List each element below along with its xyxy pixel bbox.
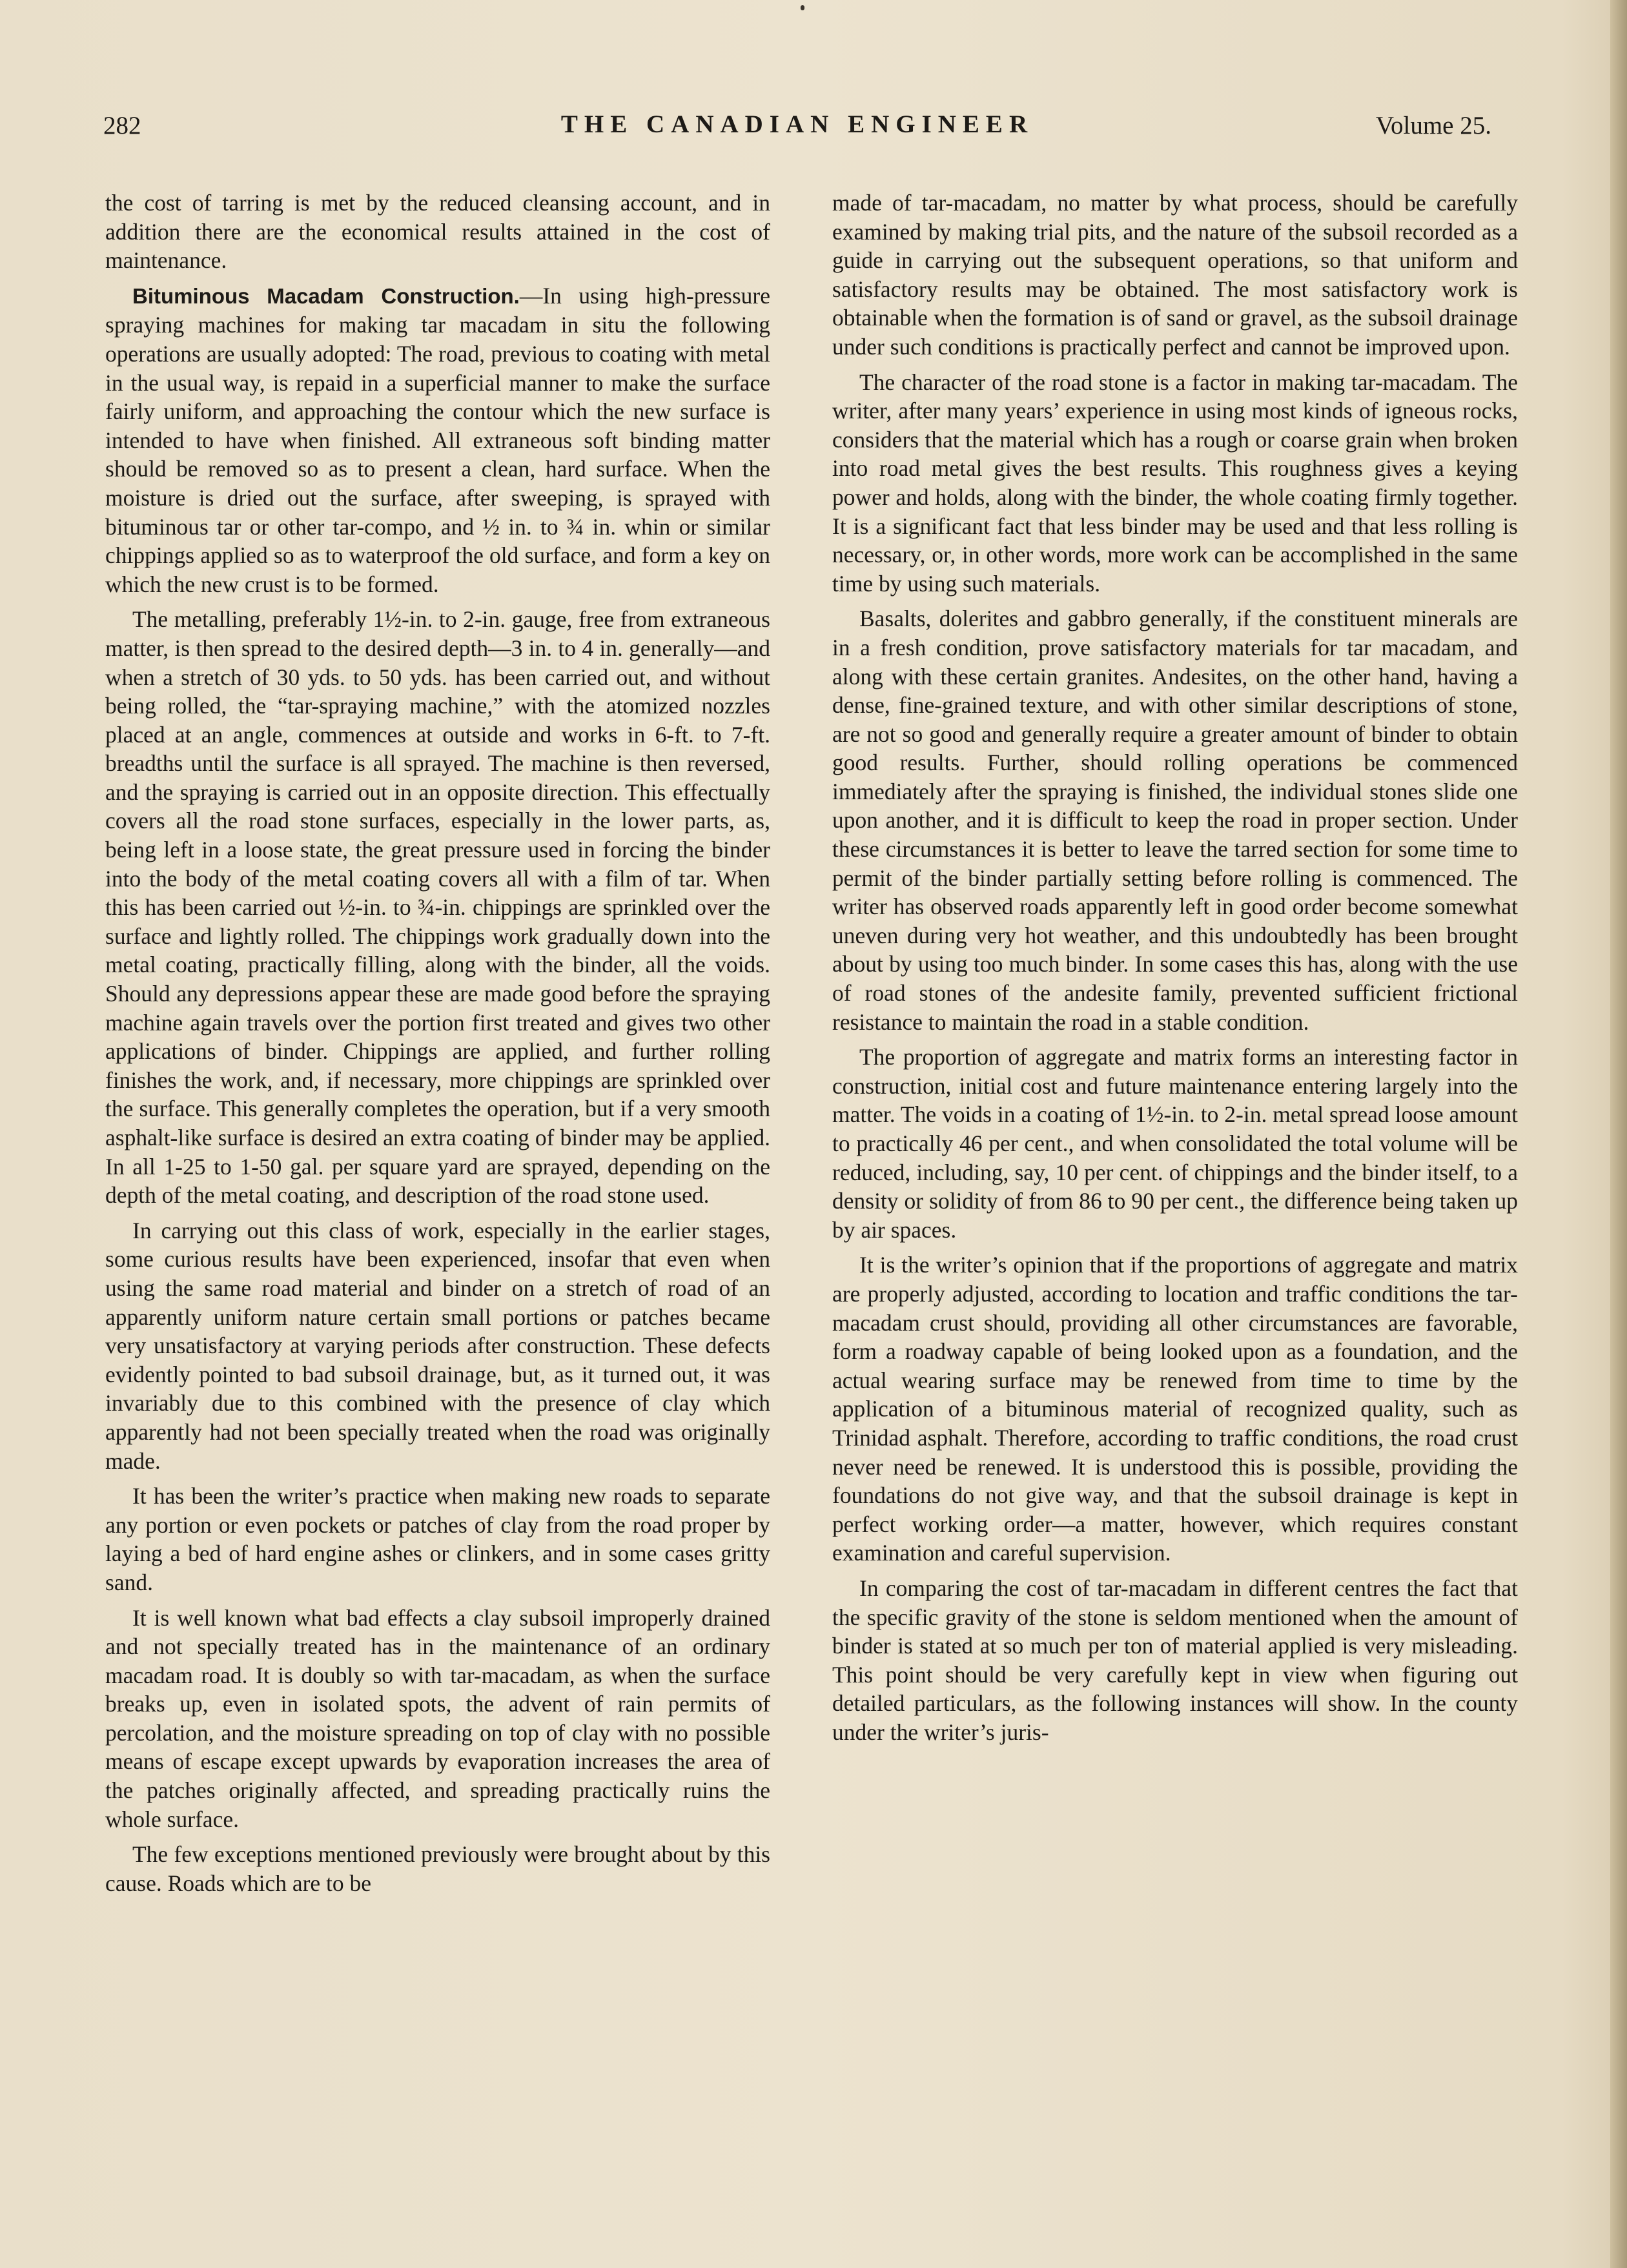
paragraph-text: —In using high-pressure spraying machines for making tar macadam in situ the following operations are usually adopted: The road, previous to coating with metal in the usual way, is repaid in a superficial manner to make the surface fairly uniform, and approaching the contour which the new surface is intended to have when finished. All extraneous soft binding matter should be removed so as to present a clean, hard surface. When the moisture is dried out the surface, after sweeping, is sprayed with bituminous tar or other tar-compo, and ½ in. to ¾ in. whin or similar chippings applied so as to waterproof the old surface, and form a key on which the new crust is to be formed. <box>105 282 770 597</box>
printing-speck <box>801 5 804 10</box>
paragraph: In comparing the cost of tar-macadam in different centres the fact that the specific gravity of the stone is seldom mentioned when the amount of binder is stated at so much per ton of material applied is very misleading. This point should be very carefully kept in view when figuring out detailed particulars, as the following instances will show. In the county under the writer’s juris- <box>832 1575 1518 1745</box>
paragraph: made of tar-macadam, no matter by what process, should be carefully examined by making trial pits, and the nature of the subsoil recorded as a guide in carrying out the subsequent operations, so that uniform and satisfactory results may be obtained. The most satisfactory work is obtainable when the formation is of sand or gravel, as the subsoil drainage under such conditions is practically perfect and cannot be improved upon. <box>832 190 1518 360</box>
section-heading: Bituminous Macadam Construction. <box>132 283 520 308</box>
paragraph: The proportion of aggregate and matrix forms an interesting factor in construction, initial cost and future maintenance entering largely into the matter. The voids in a coating of 1½-in. to 2-in. metal spread loose amount to practically 46 per cent., and when consolidated the total volume will be reduced, including, say, 10 per cent. of chippings and the binder itself, to a density or solidity of from 86 to 90 per cent., the difference being taken up by air spaces. <box>832 1044 1518 1243</box>
left-column <box>105 189 770 1904</box>
paragraph: the cost of tarring is met by the reduced cleansing account, and in addition there are the economical results attained in the cost of maintenance. <box>105 190 770 274</box>
paragraph: Basalts, dolerites and gabbro generally, if the constituent minerals are in a fresh condition, prove satisfactory materials for tar macadam, and along with these certain granites. Andesites, on the other hand, having a dense, fine-grained texture, and with other similar descriptions of stone, are not so good and generally require a greater amount of binder to obtain good results. Further, should rolling operations be commenced immediately after the spraying is finished, the individual stones slide one upon another, and it is difficult to keep the road in proper section. Under these circumstances it is better to leave the tarred section for some time to permit of the binder partially setting before rolling is commenced. The writer has observed roads apparently left in good order become somewhat uneven during very hot weather, and this undoubtedly has been brought about by using too much binder. In some cases this has, along with the use of road stones of the andesite family, prevented sufficient frictional resistance to maintain the road in a stable condition. <box>832 606 1518 1035</box>
volume-label: Volume 25. <box>1375 112 1491 139</box>
paragraph: It is well known what bad effects a clay subsoil improperly drained and not specially treated has in the maintenance of an ordinary macadam road. It is doubly so with tar-macadam, as when the surface breaks up, even in isolated spots, the advent of rain permits of percolation, and the moisture spreading on top of clay with no possible means of escape except upwards by evaporation increases the area of the patches originally affected, and spreading practically ruins the whole surface. <box>105 1604 770 1832</box>
paragraph: The character of the road stone is a factor in making tar-macadam. The writer, after many years’ experience in using most kinds of igneous rocks, considers that the material which has a rough or coarse grain when broken into road metal gives the best results. This roughness gives a keying power and holds, along with the binder, the whole coating firmly together. It is a significant fact that less binder may be used and that less rolling is necessary, or, in other words, more work can be accomplished in the same time by using such materials. <box>832 369 1518 597</box>
page-number: 282 <box>103 112 141 139</box>
paragraph: In carrying out this class of work, especially in the earlier stages, some curious results have been experienced, insofar that even when using the same road material and binder on a stretch of road of an apparently uniform nature certain small portions or patches became very unsatisfactory at varying periods after construction. These defects evidently pointed to bad subsoil drainage, but, as it turned out, it was invariably due to this combined with the presence of clay which apparently had not been specially treated when the road was originally made. <box>105 1217 770 1474</box>
right-column <box>832 189 1518 1753</box>
running-header <box>103 111 1491 150</box>
page-edge <box>1610 0 1627 2268</box>
paragraph <box>105 281 770 599</box>
paragraph: The metalling, preferably 1½-in. to 2-in. gauge, free from extraneous matter, is then spread to the desired depth—3 in. to 4 in. generally—and when a stretch of 30 yds. to 50 yds. has been carried out, and without being rolled, the “tar-spraying machine,” with the atomized nozzles placed at an angle, commences at outside and works in 6-ft. to 7-ft. breadths until the surface is all sprayed. The machine is then reversed, and the spraying is carried out in an opposite direction. This effectually covers all the road stone surfaces, especially in the lower parts, as, being left in a loose state, the great pressure used in forcing the binder into the body of the metal coating covers all with a film of tar. When this has been carried out ½-in. to ¾-in. chippings are sprinkled over the surface and lightly rolled. The chippings work gradually down into the metal coating, practically filling, along with the binder, all the voids. Should any depressions appear these are made good before the spraying machine again travels over the portion first treated and gives two other applications of binder. Chippings are applied, and further rolling finishes the work, and, if necessary, more chippings are sprinkled over the surface. This generally completes the operation, but if a very smooth asphalt-like surface is desired an extra coating of binder may be applied. In all 1-25 to 1-50 gal. per square yard are sprayed, depending on the depth of the metal coating, and description of the road stone used. <box>105 606 770 1209</box>
paragraph: It has been the writer’s practice when making new roads to separate any portion or even pockets or patches of clay from the road proper by laying a bed of hard engine ashes or clinkers, and in some cases gritty sand. <box>105 1483 770 1595</box>
paragraph: It is the writer’s opinion that if the proportions of aggregate and matrix are properly adjusted, according to location and traffic conditions the tar-macadam crust should, providing all other circumstances are favorable, form a roadway capable of being looked upon as a foundation, and the actual wearing surface may be renewed from time to time by the application of a bituminous material of recognized quality, such as Trinidad asphalt. Therefore, according to traffic conditions, the road crust never need be renewed. It is understood this is possible, providing the foundations do not give way, and that the subsoil drainage is kept in perfect working order—a matter, however, which requires constant examination and careful supervision. <box>832 1252 1518 1566</box>
journal-title: THE CANADIAN ENGINEER <box>560 110 1034 138</box>
paragraph: The few exceptions mentioned previously were brought about by this cause. Roads which are to be <box>105 1841 770 1896</box>
